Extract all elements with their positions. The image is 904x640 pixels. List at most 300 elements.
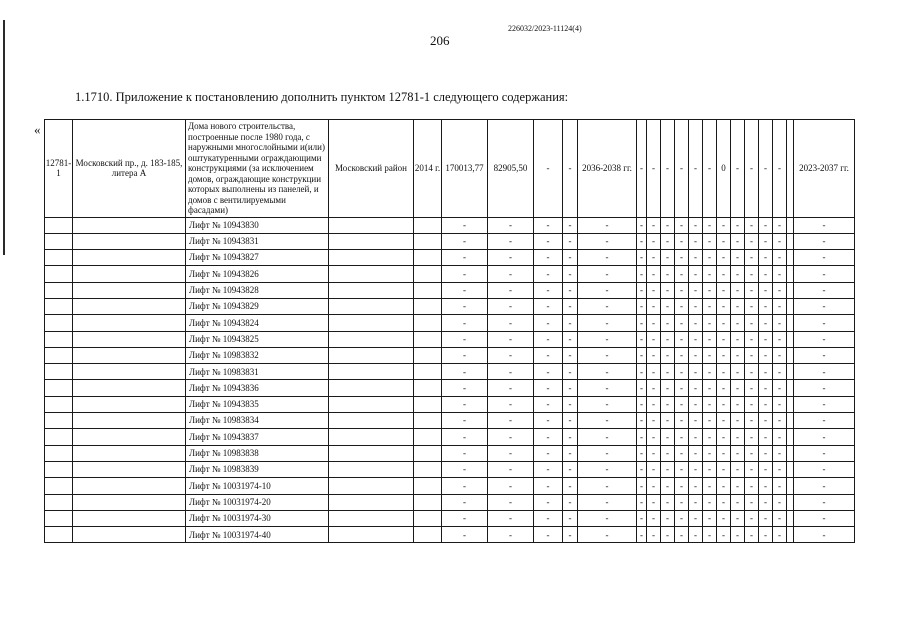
dash-cell: - xyxy=(689,233,703,249)
table-row xyxy=(45,478,855,494)
lift-name-cell: Лифт № 10983838 xyxy=(186,445,329,461)
empty-cell xyxy=(73,217,186,233)
empty-cell xyxy=(73,510,186,526)
dash-cell: - xyxy=(794,282,855,298)
dash-cell: - xyxy=(717,445,731,461)
dash-cell: - xyxy=(745,380,759,396)
dash-cell: - xyxy=(759,380,773,396)
dash-cell: - xyxy=(731,527,745,543)
table-row xyxy=(45,298,855,314)
dash-cell: - xyxy=(637,461,647,477)
dash-cell: - xyxy=(578,233,637,249)
dash-cell: - xyxy=(794,413,855,429)
row-number: 12781-1 xyxy=(45,120,73,218)
dash-cell: - xyxy=(578,315,637,331)
empty-cell xyxy=(787,347,794,363)
dash-cell: - xyxy=(703,364,717,380)
dash-cell: - xyxy=(745,527,759,543)
dash-cell: - xyxy=(759,478,773,494)
dash-cell: - xyxy=(689,494,703,510)
empty-cell xyxy=(414,461,442,477)
dash-cell: - xyxy=(675,413,689,429)
dash-cell: - xyxy=(578,396,637,412)
table-row xyxy=(45,250,855,266)
empty-cell xyxy=(414,331,442,347)
table-row xyxy=(45,347,855,363)
dash-cell: - xyxy=(689,347,703,363)
cell-12: - xyxy=(661,120,675,218)
dash-cell: - xyxy=(661,331,675,347)
table-row xyxy=(45,445,855,461)
empty-cell xyxy=(414,478,442,494)
empty-cell xyxy=(73,396,186,412)
dash-cell: - xyxy=(675,315,689,331)
dash-cell: - xyxy=(745,217,759,233)
dash-cell: - xyxy=(488,380,534,396)
dash-cell: - xyxy=(745,364,759,380)
dash-cell: - xyxy=(534,347,563,363)
dash-cell: - xyxy=(689,510,703,526)
dash-cell: - xyxy=(647,510,661,526)
dash-cell: - xyxy=(442,429,488,445)
dash-cell: - xyxy=(534,461,563,477)
dash-cell: - xyxy=(717,527,731,543)
dash-cell: - xyxy=(647,413,661,429)
dash-cell: - xyxy=(534,282,563,298)
dash-cell: - xyxy=(689,250,703,266)
dash-cell: - xyxy=(731,347,745,363)
dash-cell: - xyxy=(794,429,855,445)
dash-cell: - xyxy=(534,364,563,380)
empty-cell xyxy=(73,347,186,363)
dash-cell: - xyxy=(717,217,731,233)
cell-10: - xyxy=(637,120,647,218)
dash-cell: - xyxy=(759,494,773,510)
dash-cell: - xyxy=(661,445,675,461)
dash-cell: - xyxy=(563,461,578,477)
dash-cell: - xyxy=(442,233,488,249)
dash-cell: - xyxy=(773,233,787,249)
empty-cell xyxy=(329,282,414,298)
empty-cell xyxy=(73,298,186,314)
dash-cell: - xyxy=(717,510,731,526)
table-row xyxy=(45,527,855,543)
dash-cell: - xyxy=(647,282,661,298)
period2-cell: 2023-2037 гг. xyxy=(794,120,855,218)
dash-cell: - xyxy=(661,527,675,543)
table-row xyxy=(45,413,855,429)
dash-cell: - xyxy=(563,445,578,461)
dash-cell: - xyxy=(578,380,637,396)
dash-cell: - xyxy=(773,396,787,412)
lift-name-cell: Лифт № 10943830 xyxy=(186,217,329,233)
register-table xyxy=(44,119,855,543)
dash-cell: - xyxy=(745,396,759,412)
dash-cell: - xyxy=(637,494,647,510)
dash-cell: - xyxy=(488,396,534,412)
dash-cell: - xyxy=(759,250,773,266)
dash-cell: - xyxy=(488,413,534,429)
opening-quote: « xyxy=(34,122,41,137)
dash-cell: - xyxy=(731,510,745,526)
district-cell: Московский район xyxy=(329,120,414,218)
dash-cell: - xyxy=(745,233,759,249)
empty-cell xyxy=(329,396,414,412)
dash-cell: - xyxy=(534,266,563,282)
dash-cell: - xyxy=(745,298,759,314)
lift-name-cell: Лифт № 10983834 xyxy=(186,413,329,429)
dash-cell: - xyxy=(731,250,745,266)
table-row xyxy=(45,510,855,526)
dash-cell: - xyxy=(773,461,787,477)
lift-name-cell: Лифт № 10983839 xyxy=(186,461,329,477)
dash-cell: - xyxy=(661,494,675,510)
dash-cell: - xyxy=(759,510,773,526)
dash-cell: - xyxy=(745,478,759,494)
dash-cell: - xyxy=(759,282,773,298)
dash-cell: - xyxy=(578,527,637,543)
dash-cell: - xyxy=(488,266,534,282)
empty-cell xyxy=(787,364,794,380)
dash-cell: - xyxy=(661,233,675,249)
dash-cell: - xyxy=(534,478,563,494)
empty-cell xyxy=(329,413,414,429)
dash-cell: - xyxy=(647,478,661,494)
empty-cell xyxy=(414,494,442,510)
dash-cell: - xyxy=(442,478,488,494)
dash-cell: - xyxy=(675,250,689,266)
dash-cell: - xyxy=(647,429,661,445)
lift-name-cell: Лифт № 10031974-30 xyxy=(186,510,329,526)
dash-cell: - xyxy=(442,282,488,298)
dash-cell: - xyxy=(717,233,731,249)
cell-18: - xyxy=(745,120,759,218)
empty-cell xyxy=(73,266,186,282)
dash-cell: - xyxy=(647,217,661,233)
dash-cell: - xyxy=(637,396,647,412)
empty-cell xyxy=(329,347,414,363)
dash-cell: - xyxy=(534,331,563,347)
dash-cell: - xyxy=(647,494,661,510)
dash-cell: - xyxy=(689,298,703,314)
dash-cell: - xyxy=(689,266,703,282)
lift-name-cell: Лифт № 10943825 xyxy=(186,331,329,347)
dash-cell: - xyxy=(637,250,647,266)
dash-cell: - xyxy=(717,380,731,396)
dash-cell: - xyxy=(773,510,787,526)
dash-cell: - xyxy=(703,527,717,543)
dash-cell: - xyxy=(759,364,773,380)
dash-cell: - xyxy=(759,527,773,543)
dash-cell: - xyxy=(442,380,488,396)
dash-cell: - xyxy=(717,429,731,445)
dash-cell: - xyxy=(578,478,637,494)
dash-cell: - xyxy=(578,494,637,510)
empty-cell xyxy=(787,315,794,331)
empty-cell xyxy=(414,233,442,249)
dash-cell: - xyxy=(717,396,731,412)
empty-cell xyxy=(45,380,73,396)
lift-name-cell: Лифт № 10943836 xyxy=(186,380,329,396)
dash-cell: - xyxy=(534,380,563,396)
dash-cell: - xyxy=(794,298,855,314)
dash-cell: - xyxy=(675,347,689,363)
dash-cell: - xyxy=(563,380,578,396)
dash-cell: - xyxy=(794,233,855,249)
dash-cell: - xyxy=(675,298,689,314)
dash-cell: - xyxy=(731,315,745,331)
dash-cell: - xyxy=(637,331,647,347)
dash-cell: - xyxy=(731,364,745,380)
table-row xyxy=(45,396,855,412)
dash-cell: - xyxy=(759,396,773,412)
empty-cell xyxy=(45,429,73,445)
dash-cell: - xyxy=(689,413,703,429)
dash-cell: - xyxy=(717,364,731,380)
dash-cell: - xyxy=(675,510,689,526)
dash-cell: - xyxy=(773,266,787,282)
lift-name-cell: Лифт № 10943826 xyxy=(186,266,329,282)
period1-cell: 2036-2038 гг. xyxy=(578,120,637,218)
table-row xyxy=(45,217,855,233)
dash-cell: - xyxy=(563,282,578,298)
empty-cell xyxy=(787,331,794,347)
dash-cell: - xyxy=(794,266,855,282)
dash-cell: - xyxy=(773,429,787,445)
dash-cell: - xyxy=(488,494,534,510)
dash-cell: - xyxy=(442,445,488,461)
dash-cell: - xyxy=(578,364,637,380)
dash-cell: - xyxy=(563,527,578,543)
dash-cell: - xyxy=(689,380,703,396)
empty-cell xyxy=(329,266,414,282)
empty-cell xyxy=(45,413,73,429)
dash-cell: - xyxy=(675,364,689,380)
dash-cell: - xyxy=(563,364,578,380)
dash-cell: - xyxy=(578,413,637,429)
dash-cell: - xyxy=(759,233,773,249)
dash-cell: - xyxy=(794,347,855,363)
dash-cell: - xyxy=(717,461,731,477)
dash-cell: - xyxy=(563,250,578,266)
dash-cell: - xyxy=(794,380,855,396)
dash-cell: - xyxy=(745,413,759,429)
dash-cell: - xyxy=(488,331,534,347)
dash-cell: - xyxy=(442,461,488,477)
dash-cell: - xyxy=(442,494,488,510)
dash-cell: - xyxy=(563,233,578,249)
empty-cell xyxy=(787,282,794,298)
empty-cell xyxy=(73,429,186,445)
dash-cell: - xyxy=(563,331,578,347)
dash-cell: - xyxy=(703,347,717,363)
dash-cell: - xyxy=(794,527,855,543)
dash-cell: - xyxy=(794,250,855,266)
dash-cell: - xyxy=(773,331,787,347)
empty-cell xyxy=(414,396,442,412)
dash-cell: - xyxy=(488,233,534,249)
empty-cell xyxy=(45,315,73,331)
dash-cell: - xyxy=(442,298,488,314)
dash-cell: - xyxy=(578,250,637,266)
dash-cell: - xyxy=(689,461,703,477)
dash-cell: - xyxy=(578,461,637,477)
dash-cell: - xyxy=(563,298,578,314)
empty-cell xyxy=(45,461,73,477)
empty-cell xyxy=(414,347,442,363)
value1-cell: 170013,77 xyxy=(442,120,488,218)
dash-cell: - xyxy=(745,510,759,526)
dash-cell: - xyxy=(534,510,563,526)
empty-cell xyxy=(414,315,442,331)
dash-cell: - xyxy=(675,527,689,543)
dash-cell: - xyxy=(773,445,787,461)
empty-cell xyxy=(787,266,794,282)
empty-cell xyxy=(73,282,186,298)
dash-cell: - xyxy=(534,445,563,461)
dash-cell: - xyxy=(534,250,563,266)
dash-cell: - xyxy=(731,266,745,282)
cell-8: - xyxy=(563,120,578,218)
year-cell: 2014 г. xyxy=(414,120,442,218)
dash-cell: - xyxy=(703,380,717,396)
dash-cell: - xyxy=(717,331,731,347)
dash-cell: - xyxy=(794,315,855,331)
description-cell: Дома нового строительства, построенные после 1980 года, с наружными многослойными и(или) оштукатуренными ограждающими конструкциями (за исключением домов, ограждающие конструкции которых выполнены из панелей, и домов с вентилируемыми фасадами) xyxy=(186,120,329,218)
table-row xyxy=(45,429,855,445)
dash-cell: - xyxy=(759,429,773,445)
empty-cell xyxy=(329,233,414,249)
empty-cell xyxy=(787,510,794,526)
dash-cell: - xyxy=(759,315,773,331)
dash-cell: - xyxy=(637,266,647,282)
dash-cell: - xyxy=(675,282,689,298)
lift-name-cell: Лифт № 10031974-40 xyxy=(186,527,329,543)
table-row xyxy=(45,315,855,331)
dash-cell: - xyxy=(773,380,787,396)
dash-cell: - xyxy=(689,315,703,331)
dash-cell: - xyxy=(637,527,647,543)
dash-cell: - xyxy=(488,478,534,494)
dash-cell: - xyxy=(534,396,563,412)
empty-cell xyxy=(329,250,414,266)
dash-cell: - xyxy=(442,250,488,266)
binding-line xyxy=(3,20,5,255)
intro-paragraph: 1.1710. Приложение к постановлению дополнить пунктом 12781-1 следующего содержания: xyxy=(75,90,569,104)
empty-cell xyxy=(73,315,186,331)
dash-cell: - xyxy=(731,331,745,347)
dash-cell: - xyxy=(689,364,703,380)
lift-name-cell: Лифт № 10943835 xyxy=(186,396,329,412)
dash-cell: - xyxy=(703,478,717,494)
empty-cell xyxy=(787,413,794,429)
dash-cell: - xyxy=(759,298,773,314)
dash-cell: - xyxy=(488,510,534,526)
dash-cell: - xyxy=(689,478,703,494)
dash-cell: - xyxy=(442,266,488,282)
empty-cell xyxy=(329,445,414,461)
dash-cell: - xyxy=(647,331,661,347)
dash-cell: - xyxy=(731,233,745,249)
dash-cell: - xyxy=(578,331,637,347)
dash-cell: - xyxy=(647,364,661,380)
dash-cell: - xyxy=(637,282,647,298)
table-row xyxy=(45,380,855,396)
dash-cell: - xyxy=(731,478,745,494)
dash-cell: - xyxy=(661,429,675,445)
dash-cell: - xyxy=(703,413,717,429)
dash-cell: - xyxy=(703,266,717,282)
cell-21 xyxy=(787,120,794,218)
lift-name-cell: Лифт № 10031974-20 xyxy=(186,494,329,510)
dash-cell: - xyxy=(661,413,675,429)
dash-cell: - xyxy=(773,527,787,543)
dash-cell: - xyxy=(661,510,675,526)
empty-cell xyxy=(73,461,186,477)
dash-cell: - xyxy=(759,347,773,363)
empty-cell xyxy=(787,429,794,445)
dash-cell: - xyxy=(563,217,578,233)
dash-cell: - xyxy=(773,315,787,331)
dash-cell: - xyxy=(578,298,637,314)
table-row xyxy=(45,266,855,282)
dash-cell: - xyxy=(637,233,647,249)
dash-cell: - xyxy=(794,396,855,412)
dash-cell: - xyxy=(689,429,703,445)
table-row xyxy=(45,494,855,510)
dash-cell: - xyxy=(745,315,759,331)
dash-cell: - xyxy=(488,347,534,363)
dash-cell: - xyxy=(661,217,675,233)
empty-cell xyxy=(787,461,794,477)
dash-cell: - xyxy=(731,461,745,477)
dash-cell: - xyxy=(488,429,534,445)
empty-cell xyxy=(787,380,794,396)
empty-cell xyxy=(329,429,414,445)
dash-cell: - xyxy=(637,429,647,445)
dash-cell: - xyxy=(794,510,855,526)
dash-cell: - xyxy=(703,429,717,445)
dash-cell: - xyxy=(703,315,717,331)
dash-cell: - xyxy=(637,364,647,380)
empty-cell xyxy=(45,445,73,461)
dash-cell: - xyxy=(703,233,717,249)
cell-14: - xyxy=(689,120,703,218)
dash-cell: - xyxy=(661,364,675,380)
empty-cell xyxy=(73,380,186,396)
empty-cell xyxy=(329,364,414,380)
dash-cell: - xyxy=(637,478,647,494)
dash-cell: - xyxy=(442,331,488,347)
empty-cell xyxy=(329,315,414,331)
dash-cell: - xyxy=(717,282,731,298)
dash-cell: - xyxy=(661,266,675,282)
dash-cell: - xyxy=(647,445,661,461)
dash-cell: - xyxy=(534,429,563,445)
dash-cell: - xyxy=(534,233,563,249)
dash-cell: - xyxy=(703,331,717,347)
dash-cell: - xyxy=(578,510,637,526)
dash-cell: - xyxy=(675,217,689,233)
empty-cell xyxy=(73,250,186,266)
dash-cell: - xyxy=(745,347,759,363)
dash-cell: - xyxy=(563,429,578,445)
dash-cell: - xyxy=(773,217,787,233)
empty-cell xyxy=(45,217,73,233)
dash-cell: - xyxy=(703,461,717,477)
dash-cell: - xyxy=(578,282,637,298)
dash-cell: - xyxy=(578,347,637,363)
